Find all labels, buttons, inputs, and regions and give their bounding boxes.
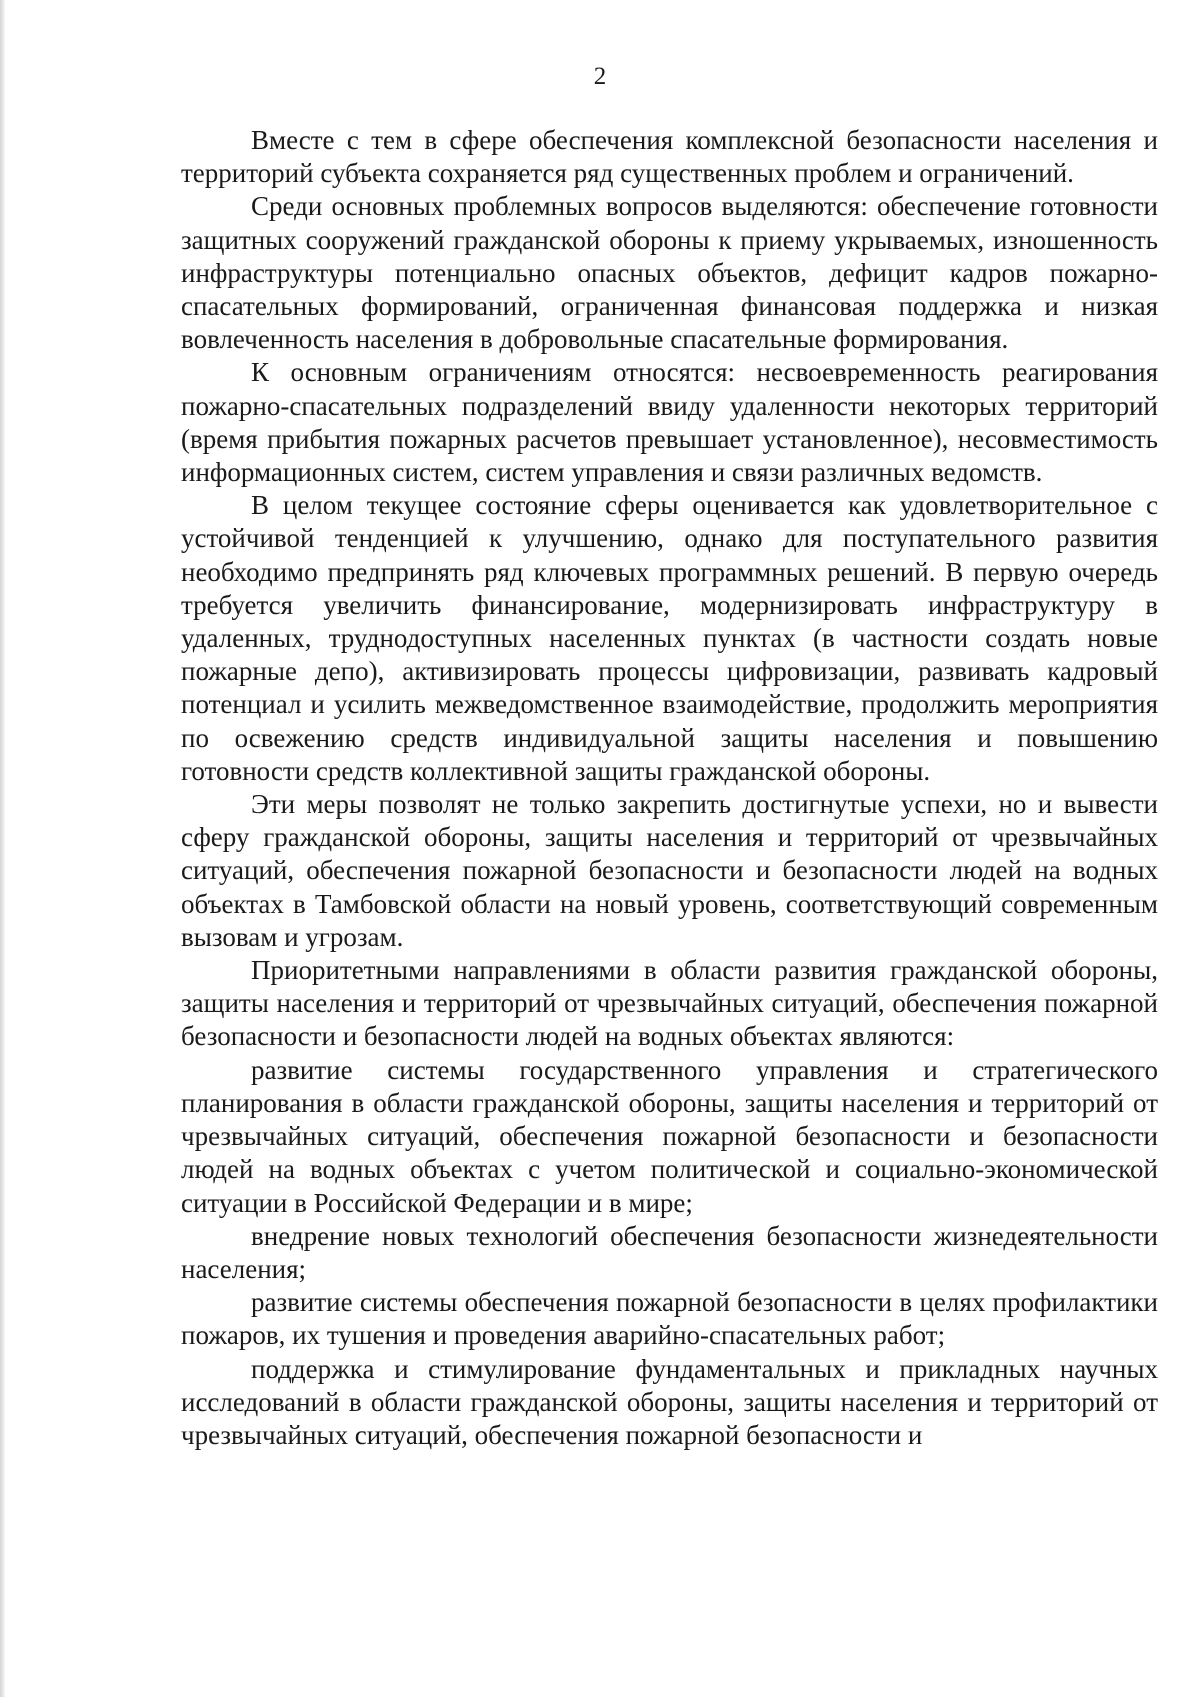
scan-edge-shadow (0, 0, 5, 1697)
list-item-technologies: внедрение новых технологий обеспечения безопасности жизнедеятельности населения; (181, 1220, 1158, 1284)
paragraph-measures: Эти меры позволят не только закрепить достигнутые успехи, но и вывести сферу гражданской обороны, защиты населения и территорий от чрезвычайных ситуаций, обеспечения пожарной безопасности и безопасности людей на водных объектах в Тамбовской области на новый уровень, соответствующий современным вызовам и угрозам. (181, 789, 1158, 952)
paragraph-problems: Среди основных проблемных вопросов выделяются: обеспечение готовности защитных сооружений гражданской обороны к приему укрываемых, изношенность инфраструктуры потенциально опасных объектов, дефицит кадров пожарно-спасательных формирований, ограниченная финансовая поддержка и низкая вовлеченность населения в добровольные спасательные формирования. (181, 191, 1158, 355)
list-item-fire-safety: развитие системы обеспечения пожарной безопасности в целях профилактики пожаров, их тушения и проведения аварийно-спасательных работ; (181, 1287, 1158, 1351)
paragraph-limitations: К основным ограничениям относятся: несвоевременность реагирования пожарно-спасательных подразделений ввиду удаленности некоторых территорий (время прибытия пожарных расчетов превышает установленное), несовместимость информационных систем, систем управления и связи различных ведомств. (181, 357, 1158, 488)
list-item-governance: развитие системы государственного управления и стратегического планирования в области гражданской обороны, защиты населения и территорий от чрезвычайных ситуаций, обеспечения пожарной безопасности и безопасности людей на водных объектах с учетом политической и социально-экономической ситуации в Российской Федерации и в мире; (181, 1054, 1158, 1218)
paragraph-priorities: Приоритетными направлениями в области развития гражданской обороны, защиты населения и территорий от чрезвычайных ситуаций, обеспечения пожарной безопасности и безопасности людей на водных объектах являются: (181, 955, 1158, 1052)
list-item-research: поддержка и стимулирование фундаментальных и прикладных научных исследований в области гражданской обороны, защиты населения и территорий от чрезвычайных ситуаций, обеспечения пожарной безопасности и (181, 1353, 1158, 1450)
paragraph-intro: Вместе с тем в сфере обеспечения комплексной безопасности населения и территорий субъекта сохраняется ряд существенных проблем и ограничений. (181, 125, 1158, 189)
document-body (181, 124, 1158, 1452)
paragraph-assessment: В целом текущее состояние сферы оценивается как удовлетворительное с устойчивой тенденцией к улучшению, однако для поступательного развития необходимо предпринять ряд ключевых программных решений. В первую очередь требуется увеличить финансирование, модернизировать инфраструктуру в удаленных, труднодоступных населенных пунктах (в частности создать новые пожарные депо), активизировать процессы цифровизации, развивать кадровый потенциал и усилить межведомственное взаимодействие, продолжить мероприятия по освежению средств индивидуальной защиты населения и повышению готовности средств коллективной защиты гражданской обороны. (181, 490, 1158, 786)
page-number: 2 (593, 63, 607, 90)
